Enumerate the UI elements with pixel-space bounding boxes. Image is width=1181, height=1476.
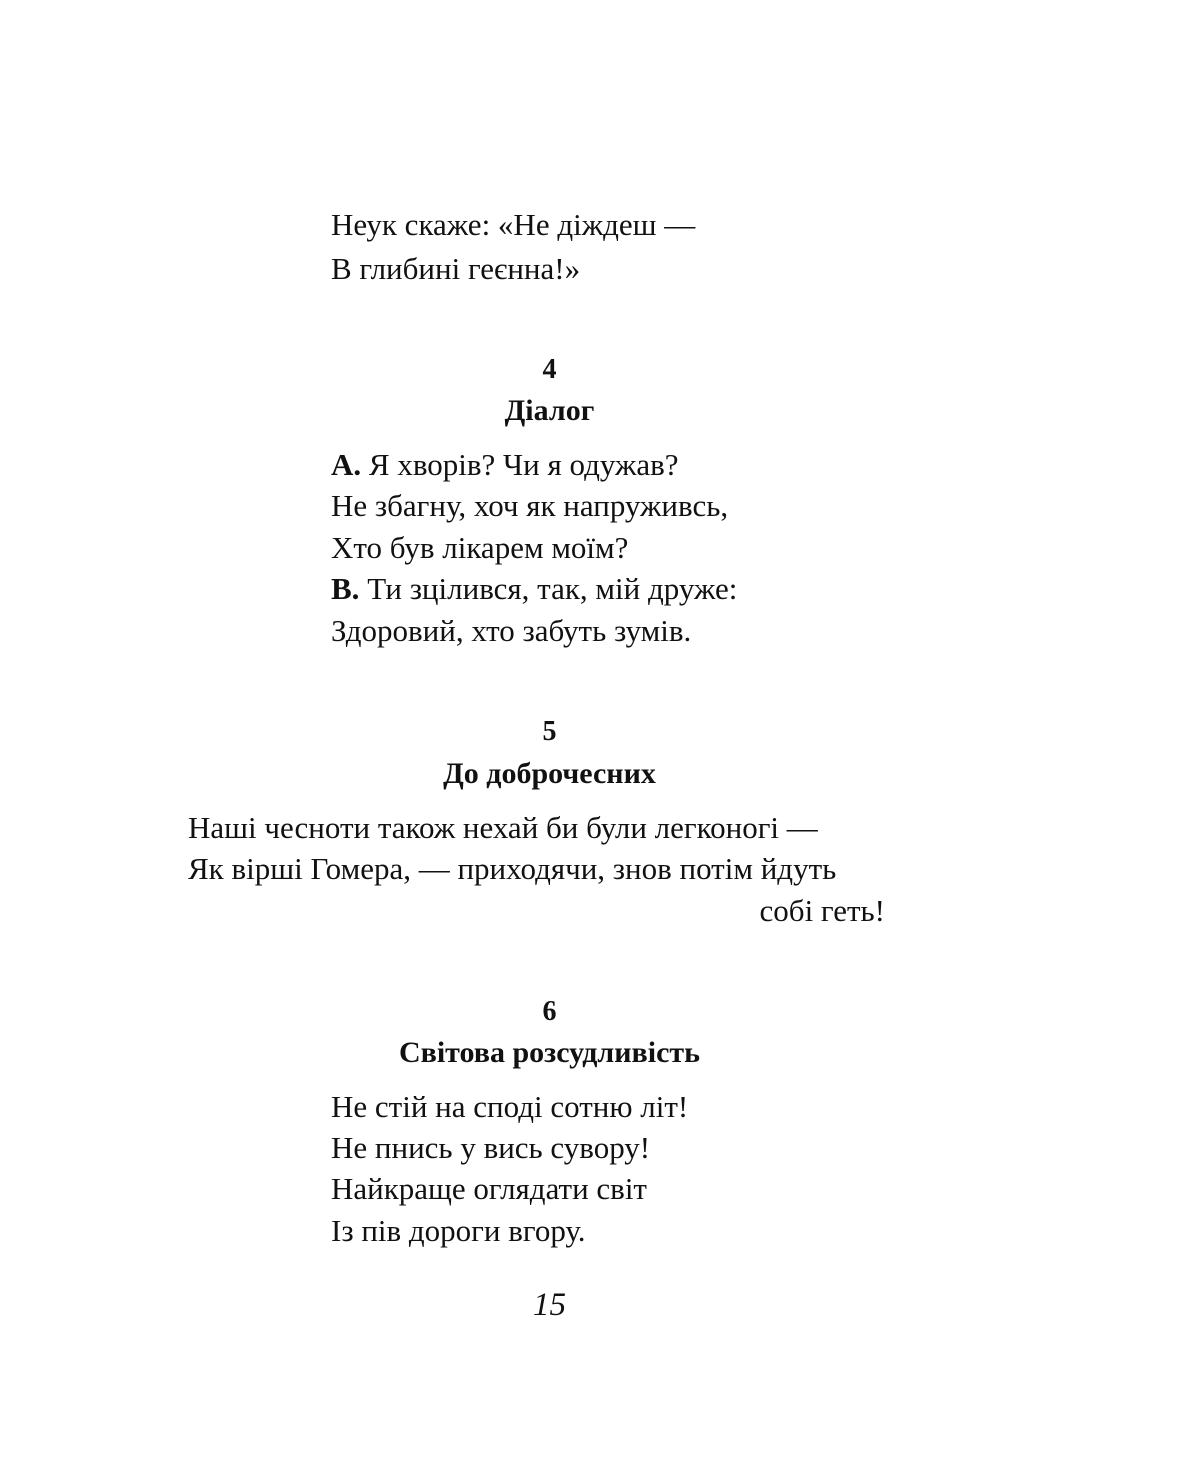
section-number: 6: [542, 996, 557, 1027]
poem-line: Неук скаже: «Не діждеш —: [331, 207, 696, 242]
dialogue-text: Я хворів? Чи я одужав?: [361, 447, 679, 482]
poem-line: Хто був лікарем моїм?: [331, 530, 629, 565]
poem-line: собі геть!: [759, 893, 885, 928]
poem-line: В глибині геєнна!»: [331, 251, 581, 286]
poem-line: Не пнись у вись сувору!: [331, 1130, 651, 1165]
poem-line: Із пів дороги вгору.: [331, 1213, 586, 1248]
section-title: Світова розсудливість: [398, 1036, 700, 1069]
poem-line: Не збагну, хоч як напруживсь,: [331, 488, 729, 523]
speaker-label: В.: [331, 571, 360, 606]
poem-line: Здоровий, хто забуть зумів.: [331, 613, 692, 648]
poem-line: Найкраще оглядати світ: [331, 1171, 647, 1206]
section-title: До доброчесних: [443, 757, 656, 790]
poem-line: Як вірші Гомера, — приходячи, знов потім йдуть: [188, 851, 837, 886]
poem-line: Наші чесноти також нехай би були легконогі —: [188, 810, 818, 845]
section-title: Діалог: [504, 394, 595, 427]
dialogue-text: Ти зцілився, так, мій друже:: [359, 571, 738, 606]
page-number: 15: [533, 1287, 566, 1323]
speaker-label: А.: [331, 447, 362, 482]
poem-line: [331, 569, 737, 609]
poem-line: Не стій на споді сотню літ!: [331, 1089, 689, 1124]
section-number: 5: [542, 716, 557, 747]
poem-line: [331, 445, 679, 485]
section-number: 4: [542, 354, 557, 385]
